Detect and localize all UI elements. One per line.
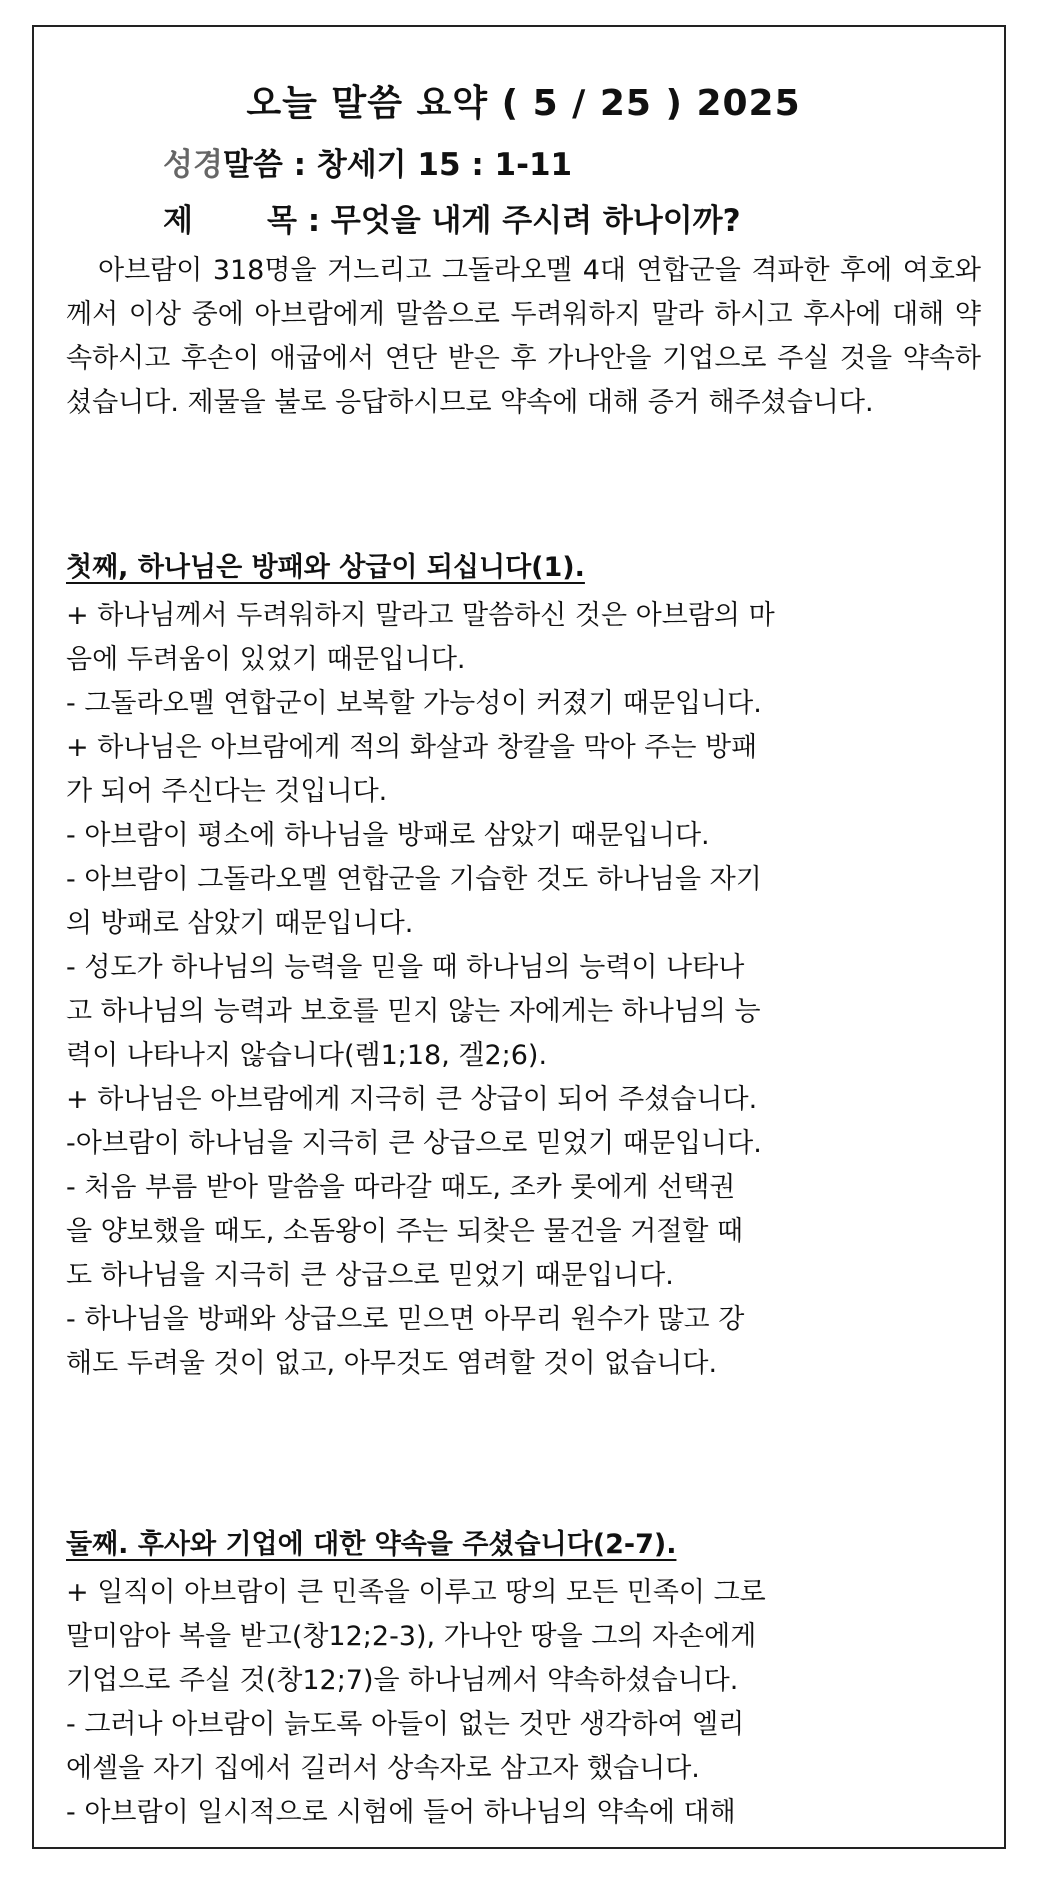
section1-line: - 하나님을 방패와 상급으로 믿으면 아무리 원수가 많고 강 — [66, 1304, 745, 1335]
section1-line: 가 되어 주신다는 것입니다. — [66, 776, 388, 807]
subject-label-part2: 목 : 무엇을 내게 주시려 하나이까? — [266, 203, 741, 239]
section1-line: 을 양보했을 때도, 소돔왕이 주는 되찾은 물건을 거절할 때 — [66, 1216, 744, 1247]
section2-line: - 그러나 아브람이 늙도록 아들이 없는 것만 생각하여 엘리 — [66, 1709, 745, 1740]
section1-line: 력이 나타나지 않습니다(렘1;18, 겔2;6). — [66, 1040, 548, 1071]
section1-line: 고 하나님의 능력과 보호를 믿지 않는 자에게는 하나님의 능 — [66, 996, 761, 1027]
section1-line: - 처음 부름 받아 말씀을 따라갈 때도, 조카 롯에게 선택권 — [66, 1172, 736, 1203]
section1-line: + 하나님께서 두려워하지 말라고 말씀하신 것은 아브람의 마 — [66, 600, 775, 631]
section1-line: 해도 두려울 것이 없고, 아무것도 염려할 것이 없습니다. — [66, 1348, 718, 1379]
section1-line: + 하나님은 아브람에게 적의 화살과 창칼을 막아 주는 방패 — [66, 732, 758, 763]
section2-line: - 아브람이 일시적으로 시험에 들어 하나님의 약속에 대해 — [66, 1797, 736, 1828]
section1-line: -아브람이 하나님을 지극히 큰 상급으로 믿었기 때문입니다. — [66, 1128, 762, 1159]
section2-line: 기업으로 주실 것(창12;7)을 하나님께서 약속하셨습니다. — [66, 1665, 739, 1696]
section2-body — [66, 1571, 981, 1835]
section2-heading: 둘째. 후사와 기업에 대한 약속을 주셨습니다(2-7). — [66, 1529, 677, 1560]
section2-line: + 일직이 아브람이 큰 민족을 이루고 땅의 모든 민족이 그로 — [66, 1577, 766, 1608]
section1-line: - 아브람이 그돌라오멜 연합군을 기습한 것도 하나님을 자기 — [66, 864, 762, 895]
section1-line: - 아브람이 평소에 하나님을 방패로 삼았기 때문입니다. — [66, 820, 710, 851]
scripture-label-light: 성경 — [163, 147, 223, 183]
section1-line: 의 방패로 삼았기 때문입니다. — [66, 908, 414, 939]
subject-label-part1: 제 — [163, 203, 193, 239]
section1-line: 도 하나님을 지극히 큰 상급으로 믿었기 때문입니다. — [66, 1260, 674, 1291]
section1-line: - 그돌라오멜 연합군이 보복할 가능성이 커졌기 때문입니다. — [66, 688, 762, 719]
section2-line: 에셀을 자기 집에서 길러서 상속자로 삼고자 했습니다. — [66, 1753, 700, 1784]
sermon-summary-frame — [32, 25, 1006, 1849]
intro-paragraph: 아브람이 318명을 거느리고 그돌라오멜 4대 연합군을 격파한 후에 여호와께서 이상 중에 아브람에게 말씀으로 두려워하지 말라 하시고 후사에 대해 약속하시고 후손이 애굽에서 연단 받은 후 가나안을 기업으로 주실 것을 약속하셨습니다. 제물을 불로 응답하시므로 약속에 대해 증거 해주셨습니다. — [66, 255, 981, 418]
section1-body — [66, 594, 981, 1386]
sermon-summary-content — [66, 27, 981, 1847]
section1-heading: 첫째, 하나님은 방패와 상급이 되십니다(1). — [66, 552, 585, 583]
section1-line: + 하나님은 아브람에게 지극히 큰 상급이 되어 주셨습니다. — [66, 1084, 758, 1115]
scripture-reference — [163, 139, 572, 184]
page-title: 오늘 말씀 요약 ( 5 / 25 ) 2025 — [246, 83, 801, 124]
scripture-label: 말씀 : 창세기 15 : 1-11 — [222, 147, 573, 183]
section2-line: 말미암아 복을 받고(창12;2-3), 가나안 땅을 그의 자손에게 — [66, 1621, 757, 1652]
sermon-subject — [163, 195, 741, 240]
section1-line: - 성도가 하나님의 능력을 믿을 때 하나님의 능력이 나타나 — [66, 952, 745, 983]
section1-line: 음에 두려움이 있었기 때문입니다. — [66, 644, 466, 675]
